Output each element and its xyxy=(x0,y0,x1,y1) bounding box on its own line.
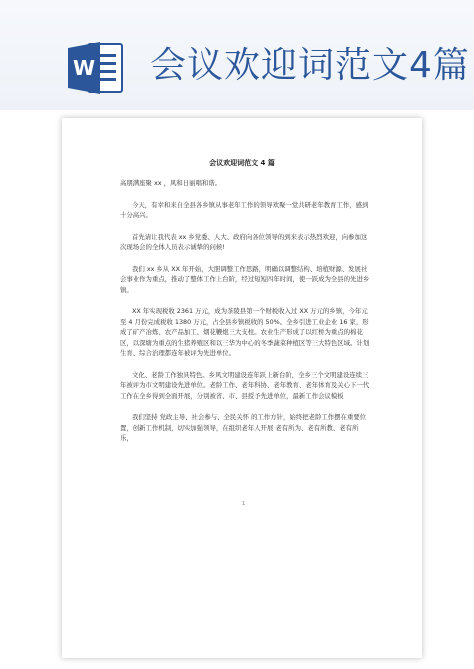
paragraph: 首先请让我代表 xx 乡党委、人大、政府向各位领导的到来表示热烈欢迎，向参加这次现场会的全体人员表示诚挚的问候! xyxy=(120,232,368,251)
paragraph: XX 年实现税收 2361 万元，成为茶陵县第一个财税收入过 XX 万元的乡镇，今年元至 4 月份完成税收 1380 万元，占全县乡镇税收的 50%。全乡引进工业企业 16 家，形成了矿产冶炼、农产品加工、烟花鞭炮三大支柱。农业生产形成了以红桥为重点的棉花区，以深塘为重点的生猪养殖区和以三华为中心的冬季蔬菜种植区等三大特色区域。计划生育、综合治理都连年被评为先进单位。 xyxy=(120,307,370,357)
document-title: 会议欢迎词范文 4 篇 xyxy=(209,159,275,167)
paragraph: 今天，有幸和来自全县各乡镇从事老年工作的领导欢聚一堂共研老年教育工作，感到十分高兴。 xyxy=(120,200,369,219)
header-banner xyxy=(0,0,474,110)
paragraph: 我们 xx 乡从 XX 年开始，大胆调整工作思路，明确以调整结构、培植财源、发展社会事业作为重点，推动了整体工作上台阶，经过短短四年时间，使一跃成为全县的先进乡镇。 xyxy=(120,264,370,294)
svg-text:W: W xyxy=(72,56,96,80)
paragraph: 高朋满座聚 xx ，风和日丽唱和谐。 xyxy=(120,179,222,187)
document-body xyxy=(120,178,370,455)
page-number: 1 xyxy=(242,501,246,507)
banner-title: 会议欢迎词范文4篇 xyxy=(150,45,470,86)
paragraph: 文化、老龄工作独具特色。乡风文明建设连年跃上新台阶，全乡三个文明建设连续三年被评为市文明建设先进单位。老龄工作、老年科协、老年教育、老年体育及关心下一代工作在全乡得到全面开展，分别被省、市、县授予先进单位，最新工作会议模板 xyxy=(120,370,370,400)
word-document-icon xyxy=(66,38,126,98)
paragraph: 我们坚持 党政主导、社会参与、全民关怀 的工作方针，始终把老龄工作摆在重要位置，创新工作机制，切实加强领导，在组织老年人开展 老有所为、老有所教、老有所乐， xyxy=(120,413,367,442)
document-page xyxy=(62,118,422,658)
